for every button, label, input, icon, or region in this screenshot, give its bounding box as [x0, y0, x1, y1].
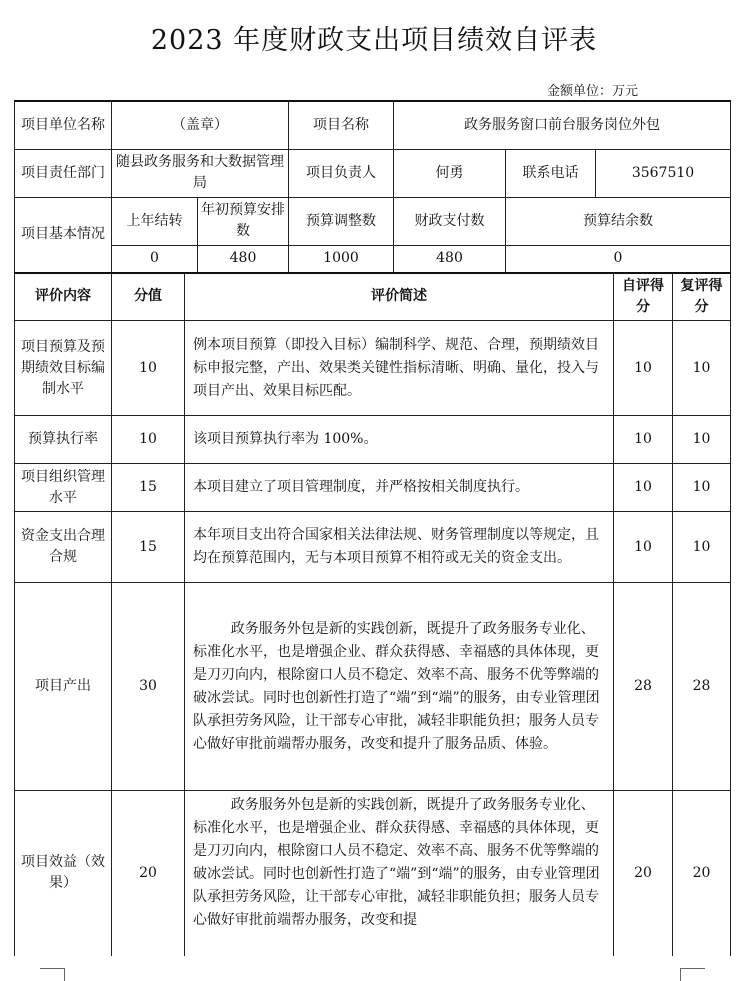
- row-self-score: 10: [614, 416, 673, 464]
- row-score: 10: [112, 321, 185, 416]
- evaluation-sheet: [14, 100, 730, 956]
- phone-label: 联系电话: [506, 149, 596, 197]
- row-review-score: 20: [673, 791, 731, 956]
- table-row: [15, 791, 731, 956]
- table-row: [15, 321, 731, 416]
- val-initial-budget: 480: [198, 245, 289, 272]
- col-balance: 预算结余数: [506, 197, 731, 245]
- row-self-score: 10: [614, 512, 673, 583]
- row-self-score: 20: [614, 791, 673, 956]
- row-desc: 例本项目预算（即投入目标）编制科学、规范、合理，预期绩效目标申报完整，产出、效果类关键性指标清晰、明确、量化，投入与项目产出、效果目标匹配。: [185, 321, 614, 416]
- project-info-table: [14, 100, 731, 273]
- row-self-score: 10: [614, 321, 673, 416]
- amount-unit-label: 金额单位：万元: [546, 84, 638, 99]
- header-review-score: 复评得分: [673, 273, 731, 321]
- table-row: [15, 583, 731, 791]
- leader-label: 项目负责人: [289, 149, 394, 197]
- row-self-score: 28: [614, 583, 673, 791]
- dept-label: 项目责任部门: [15, 149, 112, 197]
- leader-value: 何勇: [394, 149, 506, 197]
- row-review-score: 10: [673, 321, 731, 416]
- val-last-year: 0: [112, 245, 198, 272]
- row-score: 15: [112, 512, 185, 583]
- row-content: 预算执行率: [15, 416, 112, 464]
- page-title: 2023 年度财政支出项目绩效自评表: [150, 25, 598, 56]
- project-unit-value: （盖章）: [112, 101, 289, 149]
- row-desc: 本项目建立了项目管理制度，并严格按相关制度执行。: [185, 464, 614, 512]
- dept-value: 随县政务服务和大数据管理局: [112, 149, 289, 197]
- project-name-value: 政务服务窗口前台服务岗位外包: [394, 101, 731, 149]
- row-score: 15: [112, 464, 185, 512]
- row-desc: 该项目预算执行率为 100%。: [185, 416, 614, 464]
- val-balance: 0: [506, 245, 731, 272]
- evaluation-table: [14, 272, 731, 956]
- row-review-score: 10: [673, 512, 731, 583]
- row-desc: 政务服务外包是新的实践创新，既提升了政务服务专业化、标准化水平，也是增强企业、群众获得感、幸福感的具体体现，更是刀刃向内，根除窗口人员不稳定、效率不高、服务不优等弊端的破冰尝试。同时也创新性打造了“端”到“端”的服务，由专业管理团队承担劳务风险，让干部专心审批，减轻非职能负担；服务人员专心做好审批前端帮办服务，改变和提升了服务品质、体验。: [185, 583, 614, 791]
- header-desc: 评价简述: [185, 273, 614, 321]
- row-review-score: 10: [673, 416, 731, 464]
- project-unit-label: 项目单位名称: [15, 101, 112, 149]
- row-content: 项目组织管理水平: [15, 464, 112, 512]
- row-desc: 本年项目支出符合国家相关法律法规、财务管理制度以等规定，且均在预算范围内，无与本项目预算不相符或无关的资金支出。: [185, 512, 614, 583]
- row-score: 10: [112, 416, 185, 464]
- row-content: 资金支出合理合规: [15, 512, 112, 583]
- header-score: 分值: [112, 273, 185, 321]
- val-adjust: 1000: [289, 245, 394, 272]
- phone-value: 3567510: [596, 149, 731, 197]
- col-last-year: 上年结转: [112, 197, 198, 245]
- row-self-score: 10: [614, 464, 673, 512]
- table-row: [15, 464, 731, 512]
- row-content: 项目产出: [15, 583, 112, 791]
- page-corner-mark-left: [40, 968, 65, 981]
- table-row: [15, 512, 731, 583]
- row-score: 30: [112, 583, 185, 791]
- col-initial-budget: 年初预算安排数: [198, 197, 289, 245]
- header-content: 评价内容: [15, 273, 112, 321]
- header-self-score: 自评得分: [614, 273, 673, 321]
- row-content: 项目预算及预期绩效目标编制水平: [15, 321, 112, 416]
- col-paid: 财政支付数: [394, 197, 506, 245]
- basic-info-label: 项目基本情况: [15, 197, 112, 272]
- row-desc: 政务服务外包是新的实践创新，既提升了政务服务专业化、标准化水平，也是增强企业、群众获得感、幸福感的具体体现，更是刀刃向内，根除窗口人员不稳定、效率不高、服务不优等弊端的破冰尝试。同时也创新性打造了“端”到“端”的服务，由专业管理团队承担劳务风险，让干部专心审批，减轻非职能负担；服务人员专心做好审批前端帮办服务，改变和提: [185, 791, 614, 956]
- project-name-label: 项目名称: [289, 101, 394, 149]
- val-paid: 480: [394, 245, 506, 272]
- row-content: 项目效益（效果）: [15, 791, 112, 956]
- col-adjust: 预算调整数: [289, 197, 394, 245]
- row-review-score: 10: [673, 464, 731, 512]
- table-row: [15, 416, 731, 464]
- page-corner-mark-right: [680, 968, 705, 981]
- row-score: 20: [112, 791, 185, 956]
- row-review-score: 28: [673, 583, 731, 791]
